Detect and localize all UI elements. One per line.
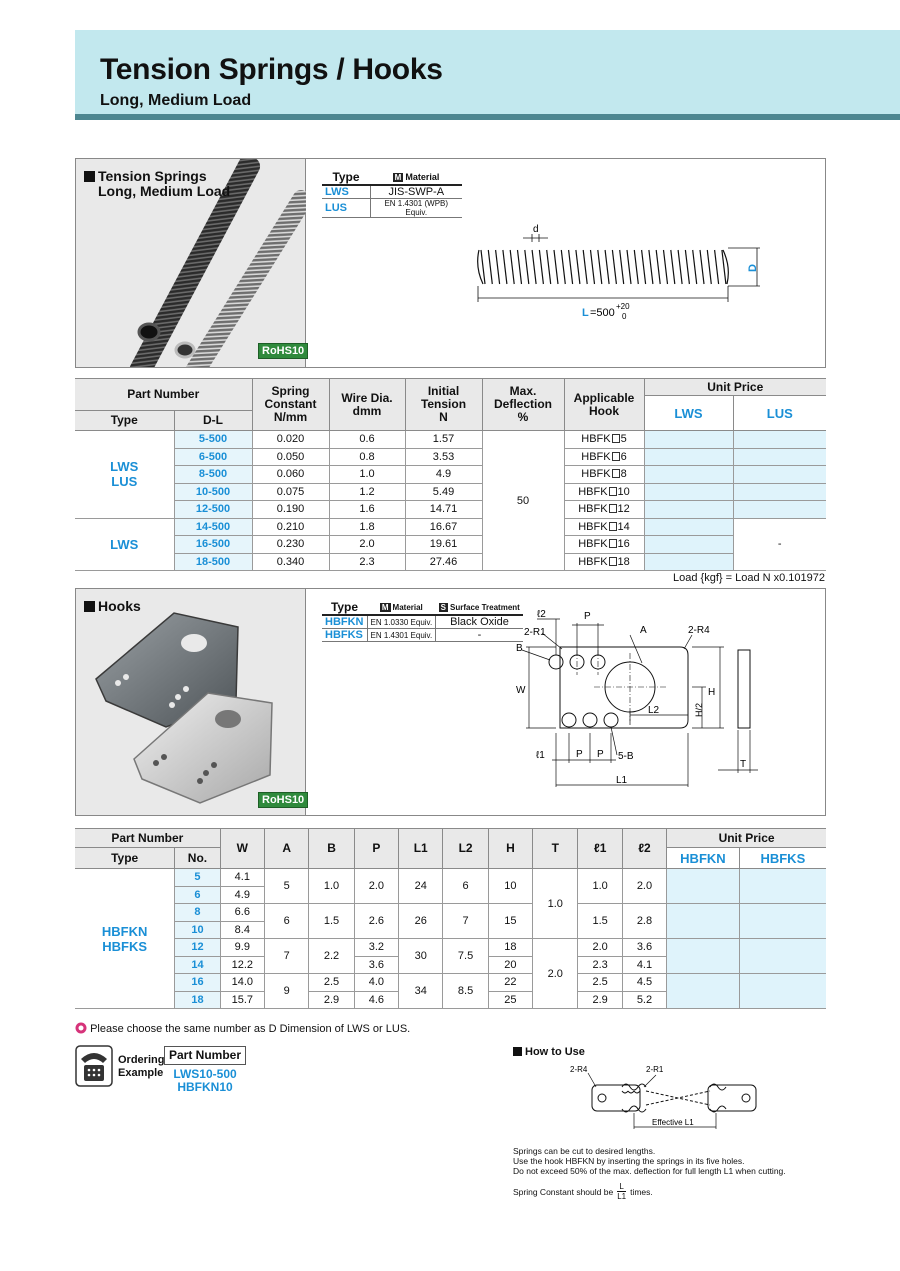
coil-turn (576, 250, 580, 284)
hooks-section-title: Hooks (84, 599, 141, 614)
dim-L: L (582, 307, 589, 319)
hook-photo-illustration (76, 589, 306, 815)
price-lws[interactable] (644, 518, 733, 536)
th-hbfks: HBFKS (739, 848, 826, 869)
th-lws: LWS (644, 396, 733, 431)
cell-k: 0.190 (252, 501, 329, 519)
hooks-table (75, 828, 826, 1009)
cell-dl: 14-500 (174, 518, 252, 536)
coil-turn (642, 250, 646, 284)
th-max-deflection: Max. Deflection % (482, 379, 564, 431)
cell-B: 2.9 (309, 991, 354, 1009)
cell-k: 0.060 (252, 466, 329, 484)
dim-L-tol-minus: 0 (622, 312, 627, 321)
cell-tension: 4.9 (405, 466, 482, 484)
dim-P-bottom-2: P (597, 749, 604, 760)
rohs-badge: RoHS10 (258, 792, 308, 808)
th-T: T (533, 829, 578, 869)
type-lws-lus: LWS LUS (75, 431, 174, 519)
dim-l2: ℓ2 (537, 609, 546, 620)
cell-W: 4.1 (220, 869, 264, 887)
cell-P: 2.6 (354, 904, 398, 939)
blank-box-icon (612, 452, 620, 461)
springs-material-table (322, 170, 462, 218)
cell-B: 2.2 (309, 939, 354, 974)
page-title: Tension Springs / Hooks (100, 53, 443, 86)
th-H: H (488, 829, 532, 869)
price-hbfkn[interactable] (667, 939, 740, 974)
th-type: Type (75, 848, 175, 869)
mat-material: EN 1.4301 (WPB) Equiv. (370, 199, 462, 218)
ordering-part-number-header: Part Number (164, 1046, 246, 1065)
coil-turn (525, 250, 529, 284)
cell-W: 8.4 (220, 921, 264, 939)
cell-dl: 18-500 (174, 553, 252, 571)
spring-diagram (465, 220, 785, 325)
coil-turn (488, 250, 492, 284)
section-bullet-icon (84, 171, 95, 182)
th-A: A (265, 829, 309, 869)
dim-l1: ℓ1 (536, 750, 545, 761)
price-lws[interactable] (644, 466, 733, 484)
cell-W: 12.2 (220, 956, 264, 974)
cell-l2: 5.2 (622, 991, 666, 1009)
cell-W: 6.6 (220, 904, 264, 922)
cell-L1: 30 (399, 939, 443, 974)
page-subtitle: Long, Medium Load (100, 92, 252, 109)
mat-surface: Black Oxide (436, 615, 523, 629)
cell-dl: 16-500 (174, 536, 252, 554)
type-hbfkn-hbfks: HBFKN HBFKS (75, 869, 175, 1009)
htu-effective: Effective L1 (652, 1118, 694, 1127)
price-hbfkn[interactable] (667, 869, 740, 904)
cell-wire: 0.8 (329, 448, 405, 466)
cell-A: 5 (265, 869, 309, 904)
dim-d: d (533, 224, 539, 235)
dim-5-B: 5-B (618, 751, 634, 762)
price-hbfks[interactable] (739, 939, 826, 974)
htu-line-2: Use the hook HBFKN by inserting the springs in its five holes. (513, 1156, 745, 1166)
cell-H: 22 (488, 974, 532, 992)
cell-no: 12 (175, 939, 220, 957)
cell-H: 25 (488, 991, 532, 1009)
dim-A: A (640, 625, 647, 636)
rohs-badge: RoHS10 (258, 343, 308, 359)
hooks-photo (76, 589, 306, 815)
th-no: No. (175, 848, 220, 869)
dim-P-bottom-1: P (576, 749, 583, 760)
cell-tension: 27.46 (405, 553, 482, 571)
cell-B: 1.0 (309, 869, 354, 904)
header-rule (75, 114, 900, 120)
coil-turn (685, 250, 689, 284)
cell-no: 6 (175, 886, 220, 904)
price-lws[interactable] (644, 431, 733, 449)
cell-hook: HBFK 12 (564, 501, 644, 519)
cell-k: 0.050 (252, 448, 329, 466)
cell-T: 1.0 (533, 869, 578, 939)
coil-turn (649, 250, 653, 284)
coil-turn (715, 250, 719, 284)
th-unit-price: Unit Price (644, 379, 826, 396)
coil-turn (627, 250, 631, 284)
price-lws[interactable] (644, 483, 733, 501)
phone-order-icon (75, 1045, 113, 1087)
cell-L2: 8.5 (443, 974, 488, 1009)
mat-h-material: M Material (370, 170, 462, 185)
price-hbfkn[interactable] (667, 904, 740, 939)
cell-H: 18 (488, 939, 532, 957)
mat-type: HBFKS (322, 629, 367, 642)
cell-tension: 14.71 (405, 501, 482, 519)
cell-wire: 1.6 (329, 501, 405, 519)
cell-wire: 1.8 (329, 518, 405, 536)
blank-box-icon (612, 434, 620, 443)
cell-dl: 12-500 (174, 501, 252, 519)
cell-no: 14 (175, 956, 220, 974)
cell-l2: 3.6 (622, 939, 666, 957)
th-initial-tension: Initial Tension N (405, 379, 482, 431)
cell-no: 8 (175, 904, 220, 922)
dim-2-R1: 2-R1 (524, 627, 546, 638)
price-lus[interactable] (733, 501, 826, 519)
dim-H: H (708, 687, 716, 698)
th-l1: ℓ1 (578, 829, 622, 869)
ordering-label: Ordering Example (118, 1054, 165, 1079)
htu-line-3: Do not exceed 50% of the max. deflection for full length L1 when cutting. (513, 1166, 786, 1176)
cell-hook: HBFK 6 (564, 448, 644, 466)
cell-L1: 34 (399, 974, 443, 1009)
cell-dl: 8-500 (174, 466, 252, 484)
dim-B: B (516, 643, 523, 654)
cell-wire: 1.2 (329, 483, 405, 501)
htu-2-R4: 2-R4 (570, 1065, 588, 1074)
cell-tension: 19.61 (405, 536, 482, 554)
blank-box-icon (609, 504, 617, 513)
coil-turn (503, 250, 507, 284)
th-part-number: Part Number (75, 829, 220, 848)
coil-turn (554, 250, 558, 284)
coil-turn (539, 250, 543, 284)
htu-spring-constant: Spring Constant should be L L1 times. (513, 1182, 653, 1201)
dim-2-R4: 2-R4 (688, 625, 710, 636)
hooks-note: Please choose the same number as D Dimension of LWS or LUS. (75, 1022, 410, 1035)
cell-P: 3.6 (354, 956, 398, 974)
cell-dl: 10-500 (174, 483, 252, 501)
ordering-example-1: LWS10-500 (173, 1067, 237, 1081)
coil-turn (612, 250, 616, 284)
price-lus[interactable] (733, 483, 826, 501)
cell-L2: 7.5 (443, 939, 488, 974)
cell-A: 9 (265, 974, 309, 1009)
price-lws[interactable] (644, 501, 733, 519)
mat-type: HBFKN (322, 615, 367, 629)
cell-W: 14.0 (220, 974, 264, 992)
price-lws[interactable] (644, 448, 733, 466)
ordering-examples (164, 1068, 246, 1094)
price-lus[interactable] (733, 466, 826, 484)
cell-tension: 16.67 (405, 518, 482, 536)
cell-dl: 6-500 (174, 448, 252, 466)
htu-line-1: Springs can be cut to desired lengths. (513, 1146, 656, 1156)
dim-W: W (516, 685, 526, 696)
th-W: W (220, 829, 264, 869)
th-lus: LUS (733, 396, 826, 431)
section-bullet-icon (84, 601, 95, 612)
cell-P: 3.2 (354, 939, 398, 957)
dim-T: T (740, 759, 747, 770)
cell-wire: 2.3 (329, 553, 405, 571)
th-L1: L1 (399, 829, 443, 869)
blank-box-icon (609, 557, 617, 566)
coil-turn (671, 250, 675, 284)
cell-wire: 2.0 (329, 536, 405, 554)
how-to-use-diagram (570, 1063, 770, 1141)
blank-box-icon (609, 522, 617, 531)
cell-L1: 24 (399, 869, 443, 904)
cell-W: 4.9 (220, 886, 264, 904)
coil-turn (656, 250, 660, 284)
cell-no: 5 (175, 869, 220, 887)
th-L2: L2 (443, 829, 488, 869)
cell-tension: 3.53 (405, 448, 482, 466)
th-P: P (354, 829, 398, 869)
cell-dl: 5-500 (174, 431, 252, 449)
load-note: Load {kgf} = Load N x0.101972 (673, 572, 825, 584)
mat-h-material: M Material (367, 600, 436, 615)
cell-l1: 2.3 (578, 956, 622, 974)
spring-coil (478, 250, 729, 284)
th-unit-price: Unit Price (667, 829, 826, 848)
cell-hook: HBFK 16 (564, 536, 644, 554)
cell-hook: HBFK 18 (564, 553, 644, 571)
cell-P: 4.0 (354, 974, 398, 992)
cell-T: 2.0 (533, 939, 578, 1009)
coil-turn (518, 250, 522, 284)
cell-l1: 2.5 (578, 974, 622, 992)
cell-l2: 2.0 (622, 869, 666, 904)
blank-box-icon (609, 539, 617, 548)
th-wire-dia: Wire Dia. dmm (329, 379, 405, 431)
coil-turn (700, 250, 704, 284)
dim-L2: L2 (648, 705, 660, 716)
cell-k: 0.210 (252, 518, 329, 536)
coil-ends (478, 250, 729, 284)
coil-turn (620, 250, 624, 284)
price-lus-na: - (733, 518, 826, 571)
coil-turn (532, 250, 536, 284)
cell-l2: 4.1 (622, 956, 666, 974)
cell-k: 0.340 (252, 553, 329, 571)
cell-tension: 5.49 (405, 483, 482, 501)
th-type: Type (75, 411, 174, 431)
cell-k: 0.075 (252, 483, 329, 501)
cell-l1: 1.5 (578, 904, 622, 939)
cell-A: 7 (265, 939, 309, 974)
price-hbfks[interactable] (739, 904, 826, 939)
price-lus[interactable] (733, 448, 826, 466)
mat-h-type: Type (322, 600, 367, 615)
mat-material: JIS-SWP-A (370, 185, 462, 199)
coil-turn (605, 250, 609, 284)
coil-turn (496, 250, 500, 284)
cell-l1: 2.9 (578, 991, 622, 1009)
cell-W: 9.9 (220, 939, 264, 957)
springs-table (75, 378, 826, 571)
dim-H2: H/2 (694, 702, 704, 717)
price-lws[interactable] (644, 553, 733, 571)
section-bullet-icon (513, 1047, 522, 1056)
hook-diagram (512, 605, 782, 795)
coil-turn (678, 250, 682, 284)
th-B: B (309, 829, 354, 869)
dim-P-top: P (584, 611, 591, 622)
coil-turn (583, 250, 587, 284)
cell-wire: 0.6 (329, 431, 405, 449)
cell-max-deflection: 50 (482, 431, 564, 571)
cell-no: 18 (175, 991, 220, 1009)
cell-L1: 26 (399, 904, 443, 939)
hooks-material-table (322, 600, 523, 642)
th-hbfkn: HBFKN (667, 848, 740, 869)
cell-hook: HBFK 5 (564, 431, 644, 449)
how-to-use-title: How to Use (513, 1045, 585, 1060)
htu-2-R1: 2-R1 (646, 1065, 664, 1074)
coil-turn (481, 250, 485, 284)
price-hbfks[interactable] (739, 974, 826, 1009)
cell-l1: 2.0 (578, 939, 622, 957)
cell-hook: HBFK 10 (564, 483, 644, 501)
cell-P: 4.6 (354, 991, 398, 1009)
cell-P: 2.0 (354, 869, 398, 904)
dim-L-tol-plus: +20 (616, 302, 630, 311)
mat-material: EN 1.0330 Equiv. (367, 615, 436, 629)
cell-H: 10 (488, 869, 532, 904)
cell-no: 16 (175, 974, 220, 992)
coil-turn (510, 250, 514, 284)
cell-W: 15.7 (220, 991, 264, 1009)
cell-H: 20 (488, 956, 532, 974)
cell-L2: 6 (443, 869, 488, 904)
how-to-use-text (513, 1146, 786, 1201)
th-spring-constant: Spring Constant N/mm (252, 379, 329, 431)
cell-k: 0.020 (252, 431, 329, 449)
coil-turn (634, 250, 638, 284)
cell-L2: 7 (443, 904, 488, 939)
th-part-number: Part Number (75, 379, 252, 411)
coil-turn (591, 250, 595, 284)
blank-box-icon (612, 469, 620, 478)
dim-L1: L1 (616, 775, 628, 786)
price-lus[interactable] (733, 431, 826, 449)
coil-turn (569, 250, 573, 284)
cell-H: 15 (488, 904, 532, 939)
cell-l2: 2.8 (622, 904, 666, 939)
springs-section-title: Tension Springs Long, Medium Load (84, 169, 230, 199)
cell-tension: 1.57 (405, 431, 482, 449)
coil-turn (547, 250, 551, 284)
dim-L-value: =500 (590, 307, 615, 319)
mat-surface: - (436, 629, 523, 642)
price-hbfkn[interactable] (667, 974, 740, 1009)
cell-B: 2.5 (309, 974, 354, 992)
cell-no: 10 (175, 921, 220, 939)
mat-type: LUS (322, 199, 370, 218)
price-hbfks[interactable] (739, 869, 826, 904)
th-l2: ℓ2 (622, 829, 666, 869)
cell-B: 1.5 (309, 904, 354, 939)
coil-turn (598, 250, 602, 284)
coil-turn (693, 250, 697, 284)
mat-h-type: Type (322, 170, 370, 185)
cell-A: 6 (265, 904, 309, 939)
price-lws[interactable] (644, 536, 733, 554)
th-dl: D-L (174, 411, 252, 431)
cell-wire: 1.0 (329, 466, 405, 484)
cell-hook: HBFK 8 (564, 466, 644, 484)
cell-l1: 1.0 (578, 869, 622, 904)
coil-turn (707, 250, 711, 284)
mat-material: EN 1.4301 Equiv. (367, 629, 436, 642)
coil-turn (664, 250, 668, 284)
mat-type: LWS (322, 185, 370, 199)
blank-box-icon (609, 487, 617, 496)
type-lws: LWS (75, 518, 174, 571)
th-applicable-hook: Applicable Hook (564, 379, 644, 431)
ordering-example-2: HBFKN10 (177, 1080, 233, 1094)
info-marker-icon (75, 1022, 87, 1034)
cell-hook: HBFK 14 (564, 518, 644, 536)
coil-turn (561, 250, 565, 284)
mat-h-surface: S Surface Treatment (436, 600, 523, 615)
cell-k: 0.230 (252, 536, 329, 554)
cell-l2: 4.5 (622, 974, 666, 992)
dim-D: D (747, 264, 759, 272)
